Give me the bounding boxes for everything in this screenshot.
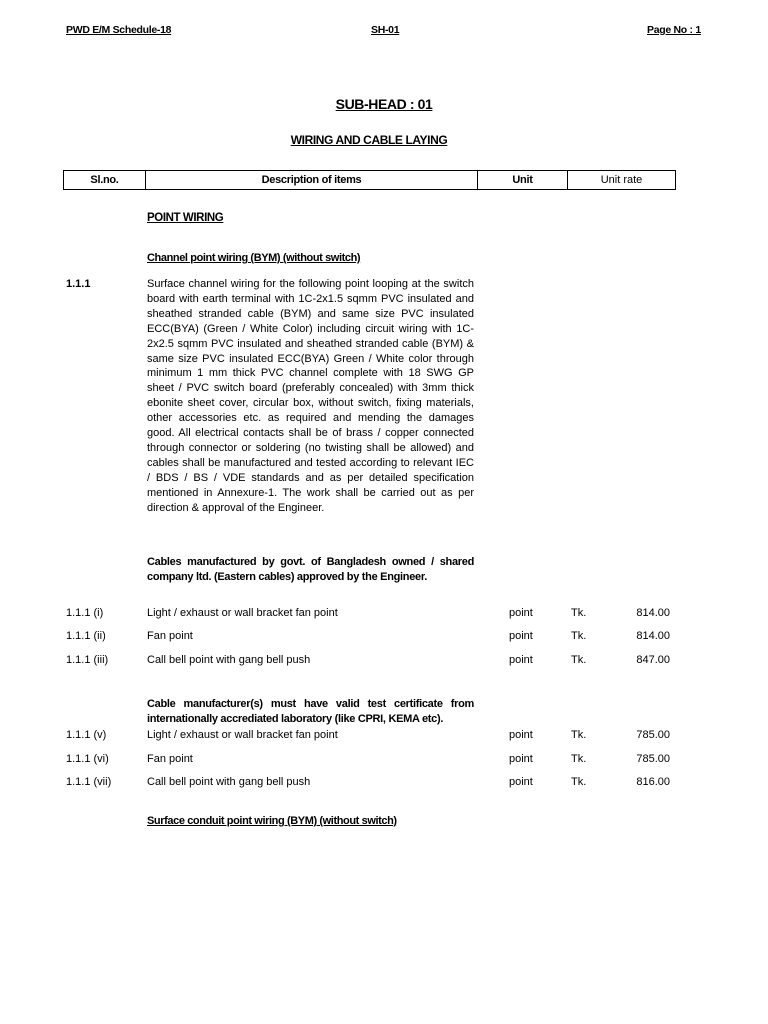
row-description: Light / exhaust or wall bracket fan point <box>147 607 338 619</box>
section-point-wiring: POINT WIRING <box>147 212 224 224</box>
header-unit: Unit <box>478 171 568 190</box>
row-description: Call bell point with gang bell push <box>147 654 311 666</box>
header-sheet: SH-01 <box>371 24 400 36</box>
table-row <box>0 607 768 623</box>
row-number: 1.1.1 (v) <box>66 729 107 741</box>
row-rate: 785.00 <box>636 753 670 765</box>
row-number: 1.1.1 (ii) <box>66 630 106 642</box>
row-number: 1.1.1 (i) <box>66 607 104 619</box>
table-row <box>0 776 768 792</box>
row-unit: point <box>509 753 533 765</box>
header-description: Description of items <box>146 171 478 190</box>
row-rate: 814.00 <box>636 630 670 642</box>
table-row <box>0 654 768 670</box>
row-rate: 847.00 <box>636 654 670 666</box>
row-currency: Tk. <box>571 753 587 765</box>
page-title: SUB-HEAD : 01 <box>335 96 433 112</box>
note-govt-cables: Cables manufactured by govt. of Bangladesh owned / shared company ltd. (Eastern cables) approved by the Engineer. <box>147 556 474 583</box>
item-number: 1.1.1 <box>66 278 91 290</box>
table-row <box>0 630 768 646</box>
row-currency: Tk. <box>571 776 587 788</box>
row-currency: Tk. <box>571 630 587 642</box>
row-unit: point <box>509 630 533 642</box>
row-currency: Tk. <box>571 607 587 619</box>
row-rate: 814.00 <box>636 607 670 619</box>
section-conduit-wiring: Surface conduit point wiring (BYM) (without switch) <box>147 815 397 827</box>
header-schedule: PWD E/M Schedule-18 <box>66 24 172 36</box>
row-unit: point <box>509 654 533 666</box>
row-unit: point <box>509 607 533 619</box>
section-channel-wiring: Channel point wiring (BYM) (without switch) <box>147 252 361 264</box>
row-description: Fan point <box>147 630 193 642</box>
row-number: 1.1.1 (iii) <box>66 654 109 666</box>
header-page-number: Page No : 1 <box>647 24 701 36</box>
row-unit: point <box>509 729 533 741</box>
row-unit: point <box>509 776 533 788</box>
item-description: Surface channel wiring for the following point looping at the switch board with earth terminal with 1C-2x1.5 sqmm PVC insulated and sheathed stranded cable (BYM) and same size PVC insulated ECC(BYA) (Green / White Color) including circuit wiring with 1C-2x2.5 sqmm PVC insulated and sheathed stranded cable (BYM) & same size PVC insulated ECC(BYA) Green / White color through minimum 1 mm thick PVC channel complete with 18 SWG GP sheet / PVC switch board (preferably concealed) with 3mm thick ebonite sheet cover, circular box, without switch, fixing materials, other accessories etc. as required and mending the damages good. All electrical contacts shall be of brass / copper connected through connector or soldering (no twisting shall be allowed) and cables shall be manufactured and tested according to relevant IEC / BDS / BS / VDE standards and as per detailed specification mentioned in Annexure-1. The work shall be carried out as per direction & approval of the Engineer. <box>147 278 474 514</box>
row-description: Call bell point with gang bell push <box>147 776 311 788</box>
header-slno: Sl.no. <box>64 171 146 190</box>
row-currency: Tk. <box>571 654 587 666</box>
column-header-table <box>63 170 676 190</box>
row-rate: 816.00 <box>636 776 670 788</box>
header-unit-rate: Unit rate <box>568 171 676 190</box>
row-currency: Tk. <box>571 729 587 741</box>
row-number: 1.1.1 (vii) <box>66 776 112 788</box>
row-number: 1.1.1 (vi) <box>66 753 109 765</box>
page-subtitle: WIRING AND CABLE LAYING <box>290 133 448 147</box>
table-row <box>0 729 768 745</box>
table-row <box>0 753 768 769</box>
note-intl-certificate: Cable manufacturer(s) must have valid test certificate from internationally accrediated laboratory (like CPRI, KEMA etc). <box>147 698 474 725</box>
row-description: Fan point <box>147 753 193 765</box>
row-description: Light / exhaust or wall bracket fan point <box>147 729 338 741</box>
row-rate: 785.00 <box>636 729 670 741</box>
